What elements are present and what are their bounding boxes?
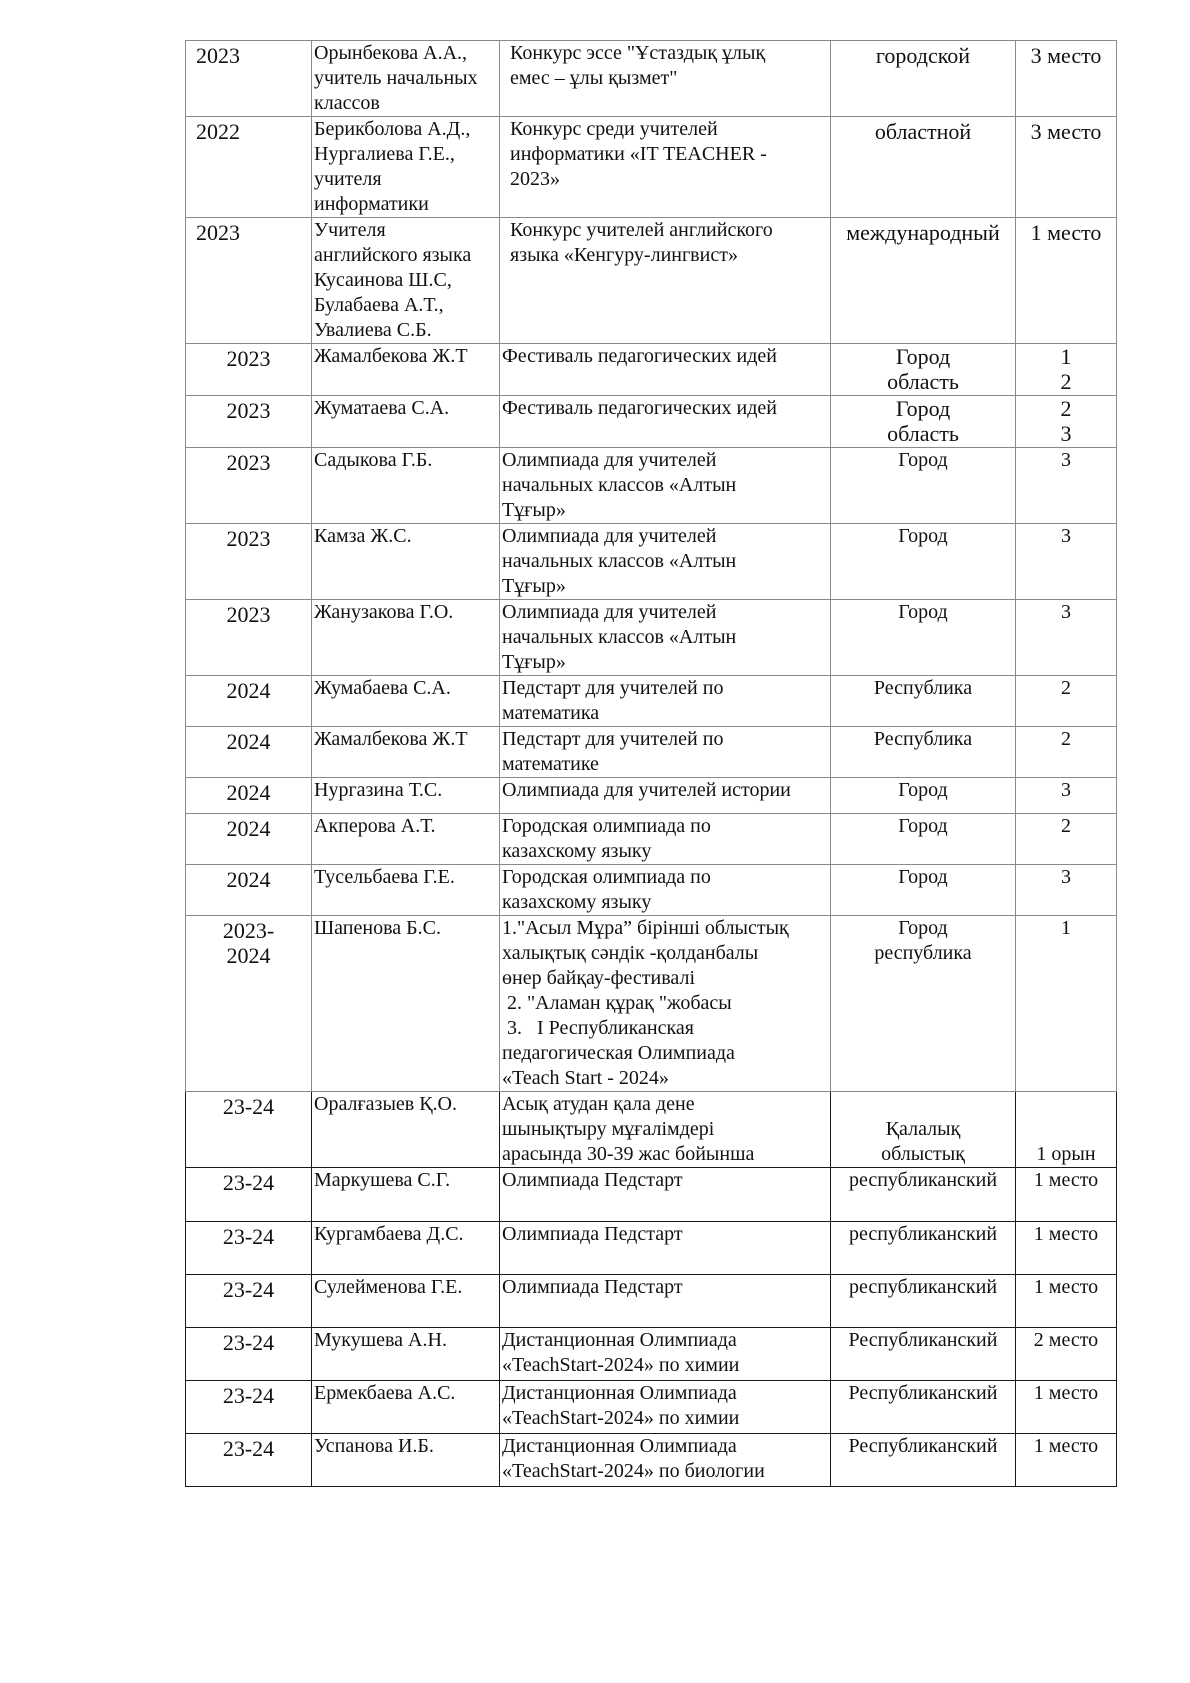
level-cell-line: Город xyxy=(898,815,948,837)
event-cell-line: арасында 30-39 жас бойынша xyxy=(502,1143,755,1165)
place-cell xyxy=(1016,396,1117,448)
event-cell-line: Олимпиада для учителей xyxy=(502,601,717,623)
level-cell xyxy=(831,1168,1016,1222)
name-cell-line: Учителя xyxy=(314,219,386,241)
level-cell xyxy=(831,676,1016,727)
event-cell-line: Тұғыр» xyxy=(502,651,566,673)
year-cell xyxy=(186,1168,312,1222)
event-cell-line: Тұғыр» xyxy=(502,575,566,597)
event-cell xyxy=(500,1328,831,1381)
event-cell-line: 2023» xyxy=(510,168,560,190)
table-row xyxy=(186,676,1117,727)
level-cell xyxy=(831,1222,1016,1275)
name-cell xyxy=(312,1222,500,1275)
event-cell-line: педагогическая Олимпиада xyxy=(502,1042,735,1064)
year-text: 23-24 xyxy=(222,1436,275,1461)
event-cell-line: математика xyxy=(502,702,600,724)
name-cell xyxy=(312,814,500,865)
name-cell-line: классов xyxy=(314,92,380,114)
name-cell-line: Жамалбекова Ж.Т xyxy=(314,345,468,367)
event-cell xyxy=(500,344,831,396)
place-cell xyxy=(1016,344,1117,396)
name-cell-line: Нургазина Т.С. xyxy=(314,779,443,801)
name-cell-line: Увалиева С.Б. xyxy=(314,319,432,341)
table-row xyxy=(186,814,1117,865)
level-cell xyxy=(831,1434,1016,1487)
place-cell-line: 1 место xyxy=(1030,220,1102,245)
table-row xyxy=(186,1434,1117,1487)
place-cell-line: 2 xyxy=(1061,677,1071,699)
level-cell xyxy=(831,344,1016,396)
event-cell-line: Фестиваль педагогических идей xyxy=(502,397,777,419)
event-cell-line: языка «Кенгуру-лингвист» xyxy=(510,244,738,266)
event-cell-line: Городская олимпиада по xyxy=(502,815,711,837)
name-cell xyxy=(312,117,500,218)
event-cell-line: Конкурс эссе "Ұстаздық ұлық xyxy=(510,42,766,64)
level-cell xyxy=(831,396,1016,448)
table-row xyxy=(186,1328,1117,1381)
year-cell xyxy=(186,1275,312,1328)
table-row xyxy=(186,1275,1117,1328)
event-cell xyxy=(500,814,831,865)
year-cell xyxy=(186,600,312,676)
event-cell-line: Тұғыр» xyxy=(502,499,566,521)
event-cell-line: Олимпиада для учителей истории xyxy=(502,779,791,801)
name-cell xyxy=(312,41,500,117)
name-cell-line: Акперова А.Т. xyxy=(314,815,436,837)
place-cell xyxy=(1016,1434,1117,1487)
place-cell-line: 3 xyxy=(1061,866,1071,888)
achievements-table xyxy=(185,40,1117,1487)
table-body xyxy=(186,41,1117,1487)
table-row xyxy=(186,727,1117,778)
table-row xyxy=(186,916,1117,1092)
table-row xyxy=(186,1222,1117,1275)
event-cell-line: емес – ұлы қызмет" xyxy=(510,67,678,89)
event-cell-line: «TeachStart-2024» по химии xyxy=(502,1407,740,1429)
place-cell-line: 2 xyxy=(1060,369,1072,394)
event-cell-line: Конкурс среди учителей xyxy=(510,118,718,140)
name-cell xyxy=(312,448,500,524)
level-cell xyxy=(831,916,1016,1092)
place-cell xyxy=(1016,814,1117,865)
year-text: 2023 xyxy=(196,43,240,68)
place-cell-line: 1 xyxy=(1061,917,1071,939)
place-cell xyxy=(1016,448,1117,524)
name-cell-line: Камза Ж.С. xyxy=(314,525,412,547)
level-cell-line: Республиканский xyxy=(848,1435,998,1457)
year-text: 2023- 2024 xyxy=(222,918,275,968)
level-cell-line: Республика xyxy=(873,728,973,750)
name-cell-line: Жуматаева С.А. xyxy=(314,397,450,419)
year-cell xyxy=(186,524,312,600)
event-cell xyxy=(500,448,831,524)
level-cell xyxy=(831,865,1016,916)
year-cell xyxy=(186,916,312,1092)
year-cell xyxy=(186,448,312,524)
event-cell-line: начальных классов «Алтын xyxy=(502,550,737,572)
place-cell-line: 3 xyxy=(1060,421,1072,446)
year-cell xyxy=(186,344,312,396)
name-cell xyxy=(312,600,500,676)
level-cell-line: Город xyxy=(898,525,948,547)
place-cell xyxy=(1016,1275,1117,1328)
name-cell-line: Кургамбаева Д.С. xyxy=(314,1223,464,1245)
event-cell-line: Дистанционная Олимпиада xyxy=(502,1329,737,1351)
event-cell xyxy=(500,1092,831,1168)
event-cell xyxy=(500,916,831,1092)
place-cell xyxy=(1016,1222,1117,1275)
year-text: 2023 xyxy=(226,602,271,627)
place-cell-line: 2 xyxy=(1061,728,1071,750)
name-cell-line: Успанова И.Б. xyxy=(314,1435,434,1457)
name-cell-line: информатики xyxy=(314,193,429,215)
year-text: 23-24 xyxy=(222,1383,275,1408)
place-cell xyxy=(1016,778,1117,814)
year-cell xyxy=(186,727,312,778)
event-cell-line: Олимпиада Педстарт xyxy=(502,1169,683,1191)
event-cell xyxy=(500,676,831,727)
name-cell-line: Нургалиева Г.Е., xyxy=(314,143,455,165)
name-cell xyxy=(312,1381,500,1434)
event-cell-line: «TeachStart-2024» по биологии xyxy=(502,1460,765,1482)
name-cell xyxy=(312,1168,500,1222)
name-cell-line: Оралғазыев Қ.О. xyxy=(314,1093,457,1115)
event-cell-line: казахскому языку xyxy=(502,891,652,913)
event-cell-line: Городская олимпиада по xyxy=(502,866,711,888)
event-cell-line: математике xyxy=(502,753,599,775)
year-cell xyxy=(186,778,312,814)
year-text: 2023 xyxy=(226,346,271,371)
place-cell xyxy=(1016,1168,1117,1222)
event-cell-line: Дистанционная Олимпиада xyxy=(502,1435,737,1457)
place-cell-line: 3 xyxy=(1061,779,1071,801)
level-cell-line: Республиканский xyxy=(848,1382,998,1404)
level-cell xyxy=(831,41,1016,117)
table-row xyxy=(186,600,1117,676)
event-cell-line: Олимпиада для учителей xyxy=(502,525,717,547)
name-cell-line: учителя xyxy=(314,168,382,190)
place-cell-line: 1 место xyxy=(1033,1223,1099,1245)
year-text: 2024 xyxy=(226,729,271,754)
level-cell xyxy=(831,1092,1016,1168)
place-cell-line: 3 xyxy=(1061,449,1071,471)
event-cell-line: Конкурс учителей английского xyxy=(510,219,773,241)
place-cell-line: 2 место xyxy=(1033,1329,1099,1351)
level-cell-line: Город xyxy=(898,779,948,801)
place-cell-line: 2 xyxy=(1060,396,1072,421)
name-cell-line: Орынбекова А.А., xyxy=(314,42,468,64)
name-cell-line: Садыкова Г.Б. xyxy=(314,449,433,471)
event-cell-line: 1."Асыл Мұра” бірінші облыстық xyxy=(502,917,789,939)
event-cell-line: Олимпиада для учителей xyxy=(502,449,717,471)
name-cell-line: учитель начальных xyxy=(314,67,478,89)
event-cell-line: шынықтыру мұғалімдері xyxy=(502,1118,715,1140)
level-cell xyxy=(831,727,1016,778)
place-cell-line: 3 xyxy=(1061,525,1071,547)
year-cell xyxy=(186,1328,312,1381)
name-cell xyxy=(312,727,500,778)
level-cell-line: Город xyxy=(895,396,951,421)
place-cell xyxy=(1016,1328,1117,1381)
year-cell xyxy=(186,814,312,865)
place-cell xyxy=(1016,727,1117,778)
event-cell xyxy=(500,727,831,778)
year-cell xyxy=(186,865,312,916)
year-text: 23-24 xyxy=(222,1330,275,1355)
place-cell-line: 1 орын xyxy=(1036,1143,1096,1165)
name-cell xyxy=(312,916,500,1092)
table-row xyxy=(186,396,1117,448)
name-cell-line: Тусельбаева Г.Е. xyxy=(314,866,455,888)
level-cell-line: республиканский xyxy=(848,1276,998,1298)
event-cell-line: Педстарт для учителей по xyxy=(502,728,724,750)
table-row xyxy=(186,117,1117,218)
table-row xyxy=(186,344,1117,396)
place-cell-line: 3 место xyxy=(1030,119,1102,144)
table-row xyxy=(186,448,1117,524)
level-cell xyxy=(831,1275,1016,1328)
place-cell-line: 1 место xyxy=(1033,1169,1099,1191)
level-cell-line: областной xyxy=(874,119,972,144)
level-cell xyxy=(831,218,1016,344)
event-cell xyxy=(500,117,831,218)
level-cell-line: Город xyxy=(898,601,948,623)
name-cell xyxy=(312,865,500,916)
place-cell-line: 3 место xyxy=(1030,43,1102,68)
name-cell xyxy=(312,344,500,396)
event-cell xyxy=(500,1381,831,1434)
year-cell xyxy=(186,218,312,344)
year-cell xyxy=(186,41,312,117)
level-cell xyxy=(831,1328,1016,1381)
event-cell xyxy=(500,396,831,448)
event-cell-line: начальных классов «Алтын xyxy=(502,626,737,648)
name-cell-line: Булабаева А.Т., xyxy=(314,294,444,316)
level-cell-line: область xyxy=(887,421,959,446)
name-cell-line: Жамалбекова Ж.Т xyxy=(314,728,468,750)
name-cell xyxy=(312,1328,500,1381)
level-cell xyxy=(831,117,1016,218)
place-cell-line: 1 место xyxy=(1033,1435,1099,1457)
level-cell-line: Қалалық xyxy=(885,1118,961,1140)
event-cell-line: 2. "Аламан құрақ "жобасы xyxy=(502,992,732,1014)
place-cell xyxy=(1016,41,1117,117)
document-page xyxy=(185,40,1116,1487)
place-cell xyxy=(1016,600,1117,676)
name-cell xyxy=(312,676,500,727)
year-text: 2022 xyxy=(196,119,240,144)
event-cell-line: Дистанционная Олимпиада xyxy=(502,1382,737,1404)
name-cell-line: Жумабаева С.А. xyxy=(314,677,451,699)
year-cell xyxy=(186,1434,312,1487)
event-cell xyxy=(500,778,831,814)
year-cell xyxy=(186,1222,312,1275)
name-cell xyxy=(312,778,500,814)
event-cell-line: казахскому языку xyxy=(502,840,652,862)
event-cell xyxy=(500,524,831,600)
name-cell-line: Кусаинова Ш.С, xyxy=(314,269,452,291)
name-cell-line: Жанузакова Г.О. xyxy=(314,601,454,623)
level-cell-line: Город xyxy=(898,917,948,939)
place-cell xyxy=(1016,218,1117,344)
level-cell-line: республика xyxy=(874,942,972,964)
name-cell xyxy=(312,1434,500,1487)
year-text: 2023 xyxy=(226,526,271,551)
level-cell-line: Город xyxy=(895,344,951,369)
level-cell-line: область xyxy=(887,369,959,394)
year-cell xyxy=(186,676,312,727)
event-cell-line: «Teach Start - 2024» xyxy=(502,1067,669,1089)
place-cell xyxy=(1016,1092,1117,1168)
name-cell-line: Берикболова А.Д., xyxy=(314,118,471,140)
year-text: 2024 xyxy=(226,678,271,703)
level-cell-line: облыстық xyxy=(881,1143,965,1165)
year-cell xyxy=(186,1092,312,1168)
event-cell xyxy=(500,1275,831,1328)
name-cell xyxy=(312,1275,500,1328)
level-cell xyxy=(831,814,1016,865)
level-cell-line: Город xyxy=(898,449,948,471)
event-cell xyxy=(500,1434,831,1487)
event-cell-line: Олимпиада Педстарт xyxy=(502,1223,683,1245)
level-cell-line: Город xyxy=(898,866,948,888)
table-row xyxy=(186,218,1117,344)
table-row xyxy=(186,865,1117,916)
place-cell xyxy=(1016,916,1117,1092)
name-cell-line: Маркушева С.Г. xyxy=(314,1169,451,1191)
event-cell xyxy=(500,41,831,117)
event-cell xyxy=(500,1168,831,1222)
year-cell xyxy=(186,396,312,448)
place-cell xyxy=(1016,865,1117,916)
name-cell xyxy=(312,1092,500,1168)
event-cell-line: Асық атудан қала дене xyxy=(502,1093,695,1115)
year-text: 23-24 xyxy=(222,1277,275,1302)
event-cell-line: 3. I Республиканская xyxy=(502,1017,694,1039)
place-cell-line: 1 место xyxy=(1033,1382,1099,1404)
year-text: 2023 xyxy=(226,450,271,475)
level-cell-line: Республиканский xyxy=(848,1329,998,1351)
place-cell-line: 3 xyxy=(1061,601,1071,623)
name-cell-line: Мукушева А.Н. xyxy=(314,1329,447,1351)
table-row xyxy=(186,1168,1117,1222)
year-text: 23-24 xyxy=(222,1094,275,1119)
table-row xyxy=(186,41,1117,117)
event-cell-line: начальных классов «Алтын xyxy=(502,474,737,496)
level-cell xyxy=(831,448,1016,524)
level-cell-line: республиканский xyxy=(848,1169,998,1191)
event-cell xyxy=(500,218,831,344)
name-cell-line: Шапенова Б.С. xyxy=(314,917,441,939)
event-cell xyxy=(500,1222,831,1275)
place-cell xyxy=(1016,1381,1117,1434)
table-row xyxy=(186,1381,1117,1434)
year-text: 2024 xyxy=(226,780,271,805)
level-cell xyxy=(831,600,1016,676)
name-cell xyxy=(312,524,500,600)
level-cell xyxy=(831,1381,1016,1434)
level-cell-line: городской xyxy=(875,43,971,68)
event-cell xyxy=(500,865,831,916)
year-text: 23-24 xyxy=(222,1170,275,1195)
event-cell-line: «TeachStart-2024» по химии xyxy=(502,1354,740,1376)
year-text: 2024 xyxy=(226,867,271,892)
name-cell-line: Сулейменова Г.Е. xyxy=(314,1276,463,1298)
place-cell-line: 1 xyxy=(1060,344,1072,369)
year-text: 23-24 xyxy=(222,1224,275,1249)
event-cell-line: халықтық сәндік -қолданбалы xyxy=(502,942,759,964)
name-cell xyxy=(312,396,500,448)
level-cell-line: Республика xyxy=(873,677,973,699)
name-cell-line: Ермекбаева А.С. xyxy=(314,1382,456,1404)
place-cell xyxy=(1016,676,1117,727)
table-row xyxy=(186,1092,1117,1168)
table-row xyxy=(186,778,1117,814)
year-cell xyxy=(186,1381,312,1434)
event-cell-line: Педстарт для учителей по xyxy=(502,677,724,699)
event-cell-line: Олимпиада Педстарт xyxy=(502,1276,683,1298)
event-cell-line: өнер байқау-фестивалі xyxy=(502,967,695,989)
level-cell xyxy=(831,778,1016,814)
event-cell xyxy=(500,600,831,676)
year-text: 2023 xyxy=(196,220,240,245)
place-cell-line: 1 место xyxy=(1033,1276,1099,1298)
level-cell-line: международный xyxy=(846,220,1000,245)
year-cell xyxy=(186,117,312,218)
table-row xyxy=(186,524,1117,600)
place-cell xyxy=(1016,117,1117,218)
level-cell xyxy=(831,524,1016,600)
level-cell-line: республиканский xyxy=(848,1223,998,1245)
year-text: 2023 xyxy=(226,398,271,423)
event-cell-line: информатики «IT TEACHER - xyxy=(510,143,767,165)
name-cell-line: английского языка xyxy=(314,244,472,266)
place-cell-line: 2 xyxy=(1061,815,1071,837)
event-cell-line: Фестиваль педагогических идей xyxy=(502,345,777,367)
year-text: 2024 xyxy=(226,816,271,841)
place-cell xyxy=(1016,524,1117,600)
name-cell xyxy=(312,218,500,344)
